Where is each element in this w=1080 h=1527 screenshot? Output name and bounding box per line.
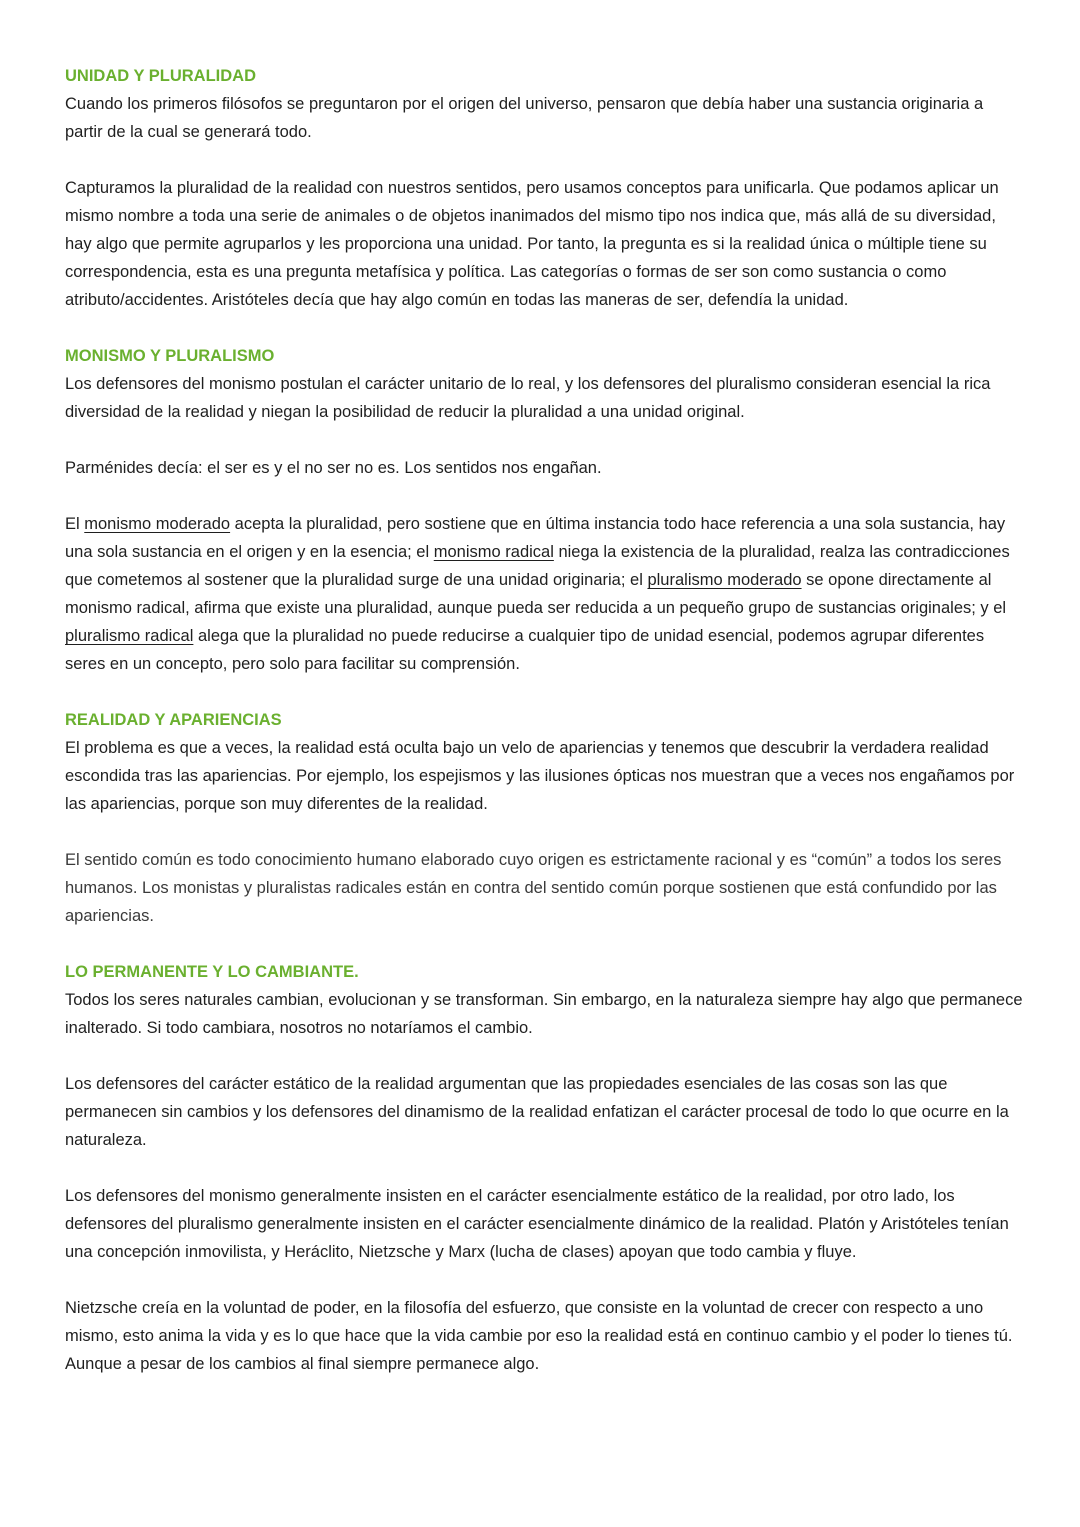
paragraph: Los defensores del carácter estático de la realidad argumentan que las propiedades esenciales de las cosas son las que permanecen sin cambios y los defensores del dinamismo de la realidad enfatizan el carácter procesal de todo lo que ocurre en la naturaleza. [65,1075,1009,1149]
section-monismo-y-pluralismo [65,342,1025,678]
paragraph: Los defensores del monismo generalmente insisten en el carácter esencialmente estático de la realidad, por otro lado, los defensores del pluralismo generalmente insisten en el carácter esencialmente dinámico de la realidad. Platón y Aristóteles tenían una concepción inmovilista, y Heráclito, Nietzsche y Marx (lucha de clases) apoyan que todo cambia y fluye. [65,1187,1009,1261]
section-realidad-y-apariencias [65,706,1025,930]
paragraph: Capturamos la pluralidad de la realidad con nuestros sentidos, pero usamos conceptos para unificarla. Que podamos aplicar un mismo nombre a toda una serie de animales o de objetos inanimados del mismo tipo nos indica que, más allá de su diversidad, hay algo que permite agruparlos y les proporciona una unidad. Por tanto, la pregunta es si la realidad única o múltiple tiene su correspondencia, esta es una pregunta metafísica y política. Las categorías o formas de ser son como sustancia o como atributo/accidentes. Aristóteles decía que hay algo común en todas las maneras de ser, defendía la unidad. [65,179,999,309]
paragraph: Cuando los primeros filósofos se preguntaron por el origen del universo, pensaron que debía haber una sustancia originaria a partir de la cual se generará todo. [65,95,984,141]
text-run: acepta la pluralidad, pero sostiene que en última instancia todo hace referencia a una sola sustancia, hay una sola sustancia en el origen y en la esencia; el [65,515,1006,561]
text-run: alega que la pluralidad no puede reducirse a cualquier tipo de unidad esencial, podemos agrupar diferentes seres en un concepto, pero solo para facilitar su comprensión. [65,627,985,673]
section-heading: UNIDAD Y PLURALIDAD [65,67,256,85]
underlined-term-monismo-radical: monismo radical [433,543,554,561]
section-lo-permanente-y-lo-cambiante [65,958,1025,1378]
paragraph-monism-types [65,510,1025,678]
section-heading: MONISMO Y PLURALISMO [65,347,275,365]
section-heading: REALIDAD Y APARIENCIAS [65,711,282,729]
section-unidad-y-pluralidad [65,62,1025,314]
text-run: se opone directamente al monismo radical, afirma que existe una pluralidad, aunque pueda ser reducida a un pequeño grupo de sustancias originales; y el [65,571,1007,617]
document-page [65,62,1025,1406]
section-heading: LO PERMANENTE Y LO CAMBIANTE. [65,963,359,981]
paragraph: Parménides decía: el ser es y el no ser no es. Los sentidos nos engañan. [65,459,602,477]
paragraph: Nietzsche creía en la voluntad de poder, en la filosofía del esfuerzo, que consiste en la voluntad de crecer con respecto a uno mismo, esto anima la vida y es lo que hace que la vida cambie por eso la realidad está en continuo cambio y el poder lo tienes tú. Aunque a pesar de los cambios al final siempre permanece algo. [65,1299,1013,1373]
paragraph: El problema es que a veces, la realidad está oculta bajo un velo de apariencias y tenemos que descubrir la verdadera realidad escondida tras las apariencias. Por ejemplo, los espejismos y las ilusiones ópticas nos muestran que a veces nos engañamos por las apariencias, porque son muy diferentes de la realidad. [65,739,1015,813]
paragraph: Todos los seres naturales cambian, evolucionan y se transforman. Sin embargo, en la naturaleza siempre hay algo que permanece inalterado. Si todo cambiara, nosotros no notaríamos el cambio. [65,991,1023,1037]
underlined-term-monismo-moderado: monismo moderado [84,515,231,533]
text-run: niega la existencia de la pluralidad, realza las contradicciones que cometemos al sostener que la pluralidad surge de una unidad originaria; el [65,543,1010,589]
paragraph: El sentido común es todo conocimiento humano elaborado cuyo origen es estrictamente racional y es “común” a todos los seres humanos. Los monistas y pluralistas radicales están en contra del sentido común porque sostienen que está confundido por las apariencias. [65,851,1002,925]
paragraph: Los defensores del monismo postulan el carácter unitario de lo real, y los defensores del pluralismo consideran esencial la rica diversidad de la realidad y niegan la posibilidad de reducir la pluralidad a una unidad original. [65,375,991,421]
text-run: El [65,515,85,533]
underlined-term-pluralismo-radical: pluralismo radical [65,627,194,645]
underlined-term-pluralismo-moderado: pluralismo moderado [647,571,802,589]
